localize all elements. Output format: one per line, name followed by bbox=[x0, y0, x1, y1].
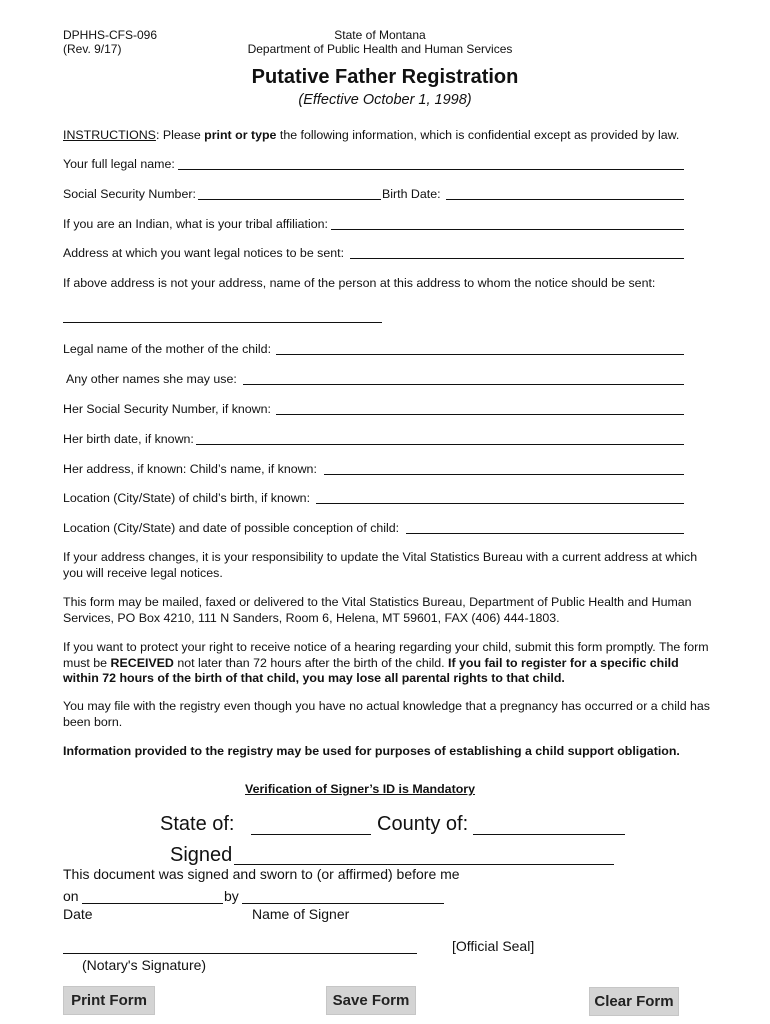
address-line[interactable] bbox=[350, 258, 684, 259]
signer-name-line[interactable] bbox=[242, 903, 444, 904]
p3-text-c: not later than 72 hours after the birth of the child. bbox=[173, 655, 449, 670]
mother-name-line[interactable] bbox=[276, 354, 684, 355]
other-names-label: Any other names she may use: bbox=[66, 372, 237, 386]
instructions bbox=[63, 128, 679, 143]
on-label: on bbox=[63, 888, 79, 904]
paragraph-delivery: This form may be mailed, faxed or delivered to the Vital Statistics Bureau, Department of Public Health and Human Services, PO Box 4210, 111 N Sanders, Room 6, Helena, MT 59601, FAX (406) 444-1803. bbox=[63, 595, 692, 625]
child-birth-location-line[interactable] bbox=[316, 503, 684, 504]
instructions-bold: print or type bbox=[204, 128, 277, 142]
paragraph-address-change: If your address changes, it is your responsibility to update the Vital Statistics Bureau with a current address at which you will receive legal notices. bbox=[63, 550, 698, 580]
paragraph-protect-rights bbox=[63, 640, 713, 687]
p3-received: RECEIVED bbox=[110, 655, 174, 670]
her-address-label: Her address, if known: Child’s name, if known: bbox=[63, 462, 317, 476]
her-birth-line[interactable] bbox=[196, 444, 684, 445]
page-title: Putative Father Registration bbox=[251, 66, 519, 88]
sworn-statement: This document was signed and sworn to (or affirmed) before me bbox=[63, 866, 460, 882]
paragraph-child-support: Information provided to the registry may be used for purposes of establishing a child support obligation. bbox=[63, 744, 680, 758]
signed-line[interactable] bbox=[234, 864, 614, 865]
state-name: State of Montana bbox=[334, 28, 426, 42]
official-seal-label: [Official Seal] bbox=[452, 938, 535, 954]
her-birth-label: Her birth date, if known: bbox=[63, 432, 194, 446]
date-caption: Date bbox=[63, 906, 93, 922]
her-ssn-line[interactable] bbox=[276, 414, 684, 415]
page-subtitle: (Effective October 1, 1998) bbox=[298, 92, 472, 108]
form-id: DPHHS-CFS-096 bbox=[63, 28, 158, 42]
county-of-label: County of: bbox=[377, 813, 469, 835]
form-revision: (Rev. 9/17) bbox=[63, 42, 122, 56]
clear-form-button[interactable]: Clear Form bbox=[589, 987, 679, 1016]
her-address-line[interactable] bbox=[324, 474, 684, 475]
conception-label: Location (City/State) and date of possible conception of child: bbox=[63, 521, 400, 535]
state-of-label: State of: bbox=[160, 813, 235, 835]
address-label: Address at which you want legal notices to be sent: bbox=[63, 246, 345, 260]
county-of-line[interactable] bbox=[473, 834, 625, 835]
tribal-line[interactable] bbox=[331, 229, 684, 230]
child-birth-location-label: Location (City/State) of child’s birth, if known: bbox=[63, 491, 311, 505]
full-name-line[interactable] bbox=[178, 169, 684, 170]
alt-person-label: If above address is not your address, name of the person at this address to whom the notice should be sent: bbox=[63, 276, 656, 290]
by-label: by bbox=[224, 888, 239, 904]
notary-signature-line[interactable] bbox=[63, 953, 417, 954]
paragraph-registry-filing: You may file with the registry even though you have no actual knowledge that a pregnancy has occurred or a child has been born. bbox=[63, 699, 711, 729]
instructions-text-pre: : Please bbox=[155, 128, 205, 142]
birth-date-label: Birth Date: bbox=[382, 187, 441, 201]
birth-date-line[interactable] bbox=[446, 199, 684, 200]
save-form-button[interactable]: Save Form bbox=[326, 986, 416, 1015]
full-name-label: Your full legal name: bbox=[63, 157, 175, 171]
alt-person-line[interactable] bbox=[63, 322, 382, 323]
department-name: Department of Public Health and Human Services bbox=[247, 42, 513, 56]
conception-line[interactable] bbox=[406, 533, 684, 534]
p3-text-a: If you want to protect your right to receive notice of a hearing regarding your child, submit this form promptly. The form must be bbox=[63, 640, 709, 670]
name-of-signer-caption: Name of Signer bbox=[252, 906, 350, 922]
p3-warning: If you fail to register for a specific child within 72 hours of the birth of that child, you may lose all parental rights to that child. bbox=[63, 655, 679, 685]
verification-heading: Verification of Signer’s ID is Mandatory bbox=[245, 782, 475, 796]
her-ssn-label: Her Social Security Number, if known: bbox=[63, 402, 271, 416]
instructions-text-post: the following information, which is confidential except as provided by law. bbox=[276, 128, 680, 142]
date-line[interactable] bbox=[82, 903, 223, 904]
ssn-label: Social Security Number: bbox=[63, 187, 196, 201]
print-form-button[interactable]: Print Form bbox=[63, 986, 155, 1015]
tribal-label: If you are an Indian, what is your tribal affiliation: bbox=[63, 217, 328, 231]
ssn-line[interactable] bbox=[198, 199, 381, 200]
notary-signature-caption: (Notary's Signature) bbox=[82, 957, 207, 973]
mother-name-label: Legal name of the mother of the child: bbox=[63, 342, 272, 356]
state-of-line[interactable] bbox=[251, 834, 371, 835]
other-names-line[interactable] bbox=[243, 384, 684, 385]
instructions-label: INSTRUCTIONS bbox=[63, 128, 156, 142]
signed-label: Signed bbox=[170, 844, 233, 866]
